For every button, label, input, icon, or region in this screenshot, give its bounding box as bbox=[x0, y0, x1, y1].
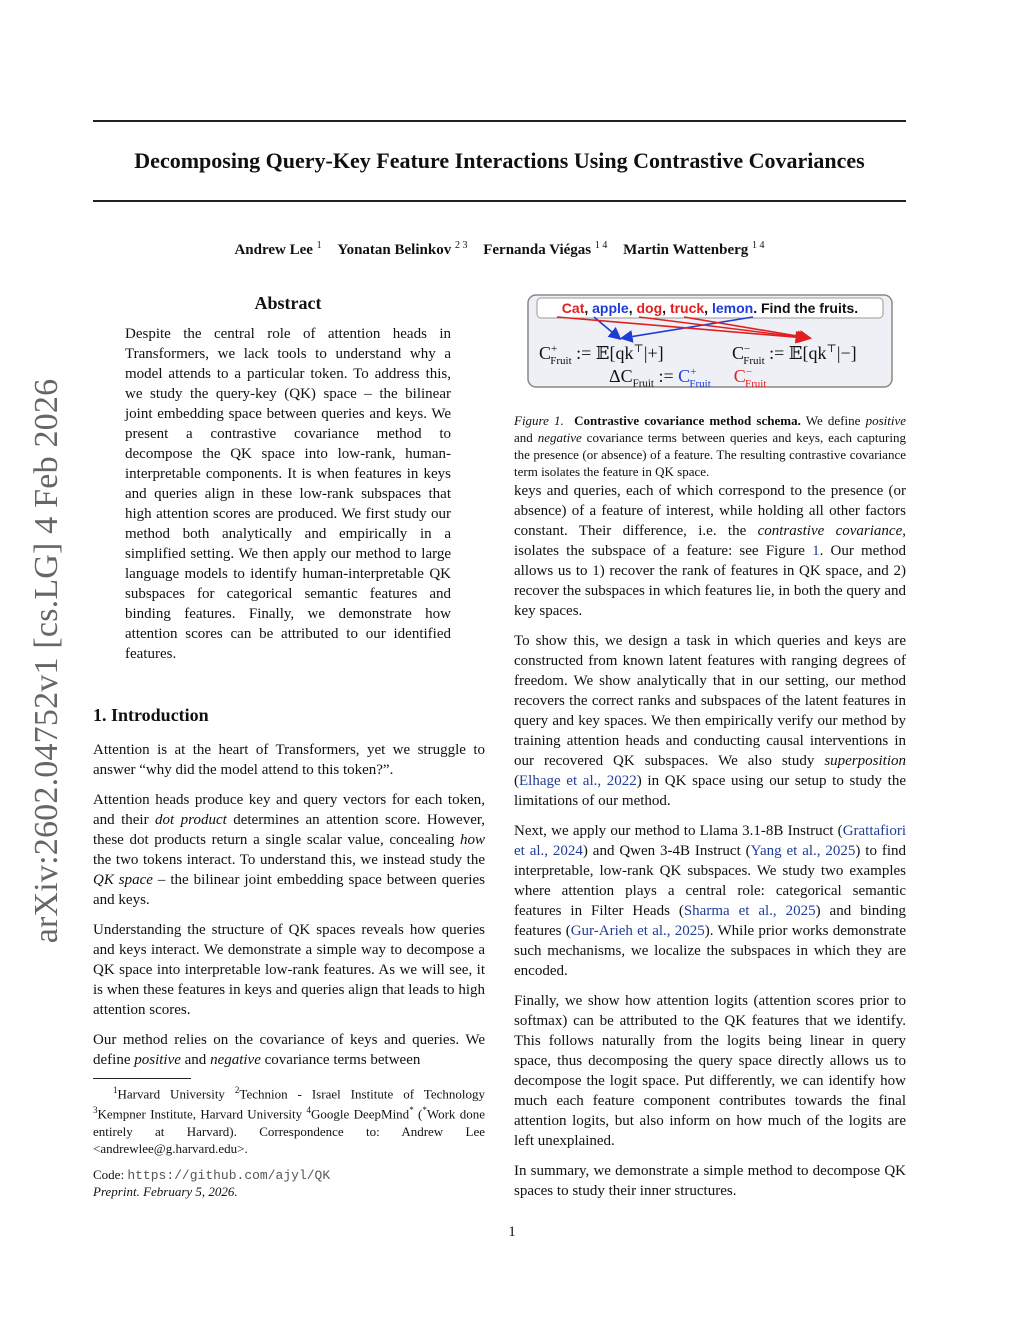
equation-contrastive-covariance: $\Delta C_{Fruit}$ := $C^+_{Fruit}$ $C^-_{Fruit}$ bbox=[609, 366, 767, 390]
affiliation-footnote: $^1$Harvard University $^2$Technion - Israel Institute of Technology $^3$Kempner Institute, Harvard University $^4$Google DeepMind* (*Work done entirely at Harvard). Correspondence to: Andrew Lee <andrewlee@g.harvard.edu>. bbox=[93, 1085, 486, 1156]
prompt-token: lemon bbox=[711, 300, 754, 316]
prompt-token: apple bbox=[592, 300, 629, 316]
title-rule-top bbox=[93, 120, 906, 122]
prompt-token: . Find the fruits. bbox=[753, 300, 859, 316]
arxiv-sidebar bbox=[24, 378, 70, 944]
right-paragraph-4: Finally, we show how attention logits (attention scores prior to softmax) can be attributed to the QK features that we identify. This follows naturally from the logits being linear in query space, thus decomposing the query space directly allows us to decompose the logit space. Put differently, we can identify how much each feature component contributes towards the final attention logits, but also inform on how much of the logits are left unexplained. bbox=[514, 993, 906, 1149]
code-url-link[interactable]: https://github.com/ajyl/QK bbox=[127, 1168, 331, 1183]
prompt-token: Cat bbox=[561, 300, 585, 316]
right-paragraph-3: Next, we apply our method to Llama 3.1-8B Instruct (Grattafiori et al., 2024) and Qwen 3-4B Instruct (Yang et al., 2025) to find interpretable, low-rank QK subspaces. We study two examples where attention plays a central role: categorical semantic features in Filter Heads (Sharma et al., 2025) and binding features (Gur-Arieh et al., 2025). While prior works demonstrate such mechanisms, we localize the subspaces in which they are encoded. bbox=[514, 823, 907, 979]
prompt-token: , bbox=[628, 300, 637, 316]
author: Martin Wattenberg $^{1 4}$ bbox=[623, 240, 765, 258]
prompt-text bbox=[527, 299, 893, 317]
preprint-date: Preprint. February 5, 2026. bbox=[93, 1184, 238, 1199]
figure-1-schema bbox=[527, 294, 893, 388]
citation-link[interactable]: Grattafiori et al., 2024 bbox=[514, 823, 906, 859]
intro-paragraph-1: Attention is at the heart of Transformers, yet we struggle to answer “why did the model attend to this token?”. bbox=[93, 742, 485, 778]
figure-1-caption: Figure 1. Contrastive covariance method schema. We define positive and negative covariance terms between queries and keys, each capturing the presence (or absence) of a feature. The resulting contrastive covariance term isolates the feature in QK space. bbox=[514, 413, 906, 479]
page-number: 1 bbox=[508, 1224, 516, 1240]
intro-paragraph-3: Understanding the structure of QK spaces reveals how queries and keys interact. We demonstrate a simple way to decompose a QK space into interpretable low-rank features. As we will see, it is when these features in keys and queries align that leads to high attention scores. bbox=[93, 922, 485, 1018]
citation-link[interactable]: Yang et al., 2025 bbox=[750, 843, 856, 859]
prompt-token: , bbox=[704, 300, 712, 316]
paper-title: Decomposing Query-Key Feature Interactions Using Contrastive Covariances bbox=[134, 148, 865, 173]
author: Andrew Lee $^1$ bbox=[234, 240, 322, 258]
footnote-rule bbox=[93, 1078, 191, 1079]
code-link-line: Code: https://github.com/ajyl/QK bbox=[93, 1167, 331, 1183]
arxiv-id: arXiv:2602.04752v1 [cs.LG] 4 Feb 2026 bbox=[28, 378, 65, 944]
equation-negative-covariance: $C^-_{Fruit}$ := 𝔼[qk⊤|−] bbox=[732, 343, 857, 367]
figure-ref-link[interactable]: 1 bbox=[812, 543, 820, 559]
prompt-token: , bbox=[584, 300, 593, 316]
prompt-token: truck bbox=[669, 300, 705, 316]
citation-link[interactable]: Sharma et al., 2025 bbox=[683, 903, 816, 919]
intro-paragraph-4: Our method relies on the covariance of keys and queries. We define positive and negative covariance terms between bbox=[93, 1032, 485, 1068]
equation-positive-covariance: $C^+_{Fruit}$ := 𝔼[qk⊤|+] bbox=[539, 343, 664, 367]
prompt-token: dog bbox=[636, 300, 663, 316]
author: Yonatan Belinkov $^{2 3}$ bbox=[337, 240, 468, 258]
section-heading-introduction: 1. Introduction bbox=[93, 705, 209, 725]
citation-link[interactable]: Elhage et al., 2022 bbox=[519, 773, 637, 789]
title-rule-bottom bbox=[93, 200, 906, 202]
right-paragraph-1: keys and queries, each of which correspond to the presence (or absence) of a feature of interest, while holding all other factors constant. Their difference, i.e. the contrastive covariance, isolates the subspace of a feature: see Figure 1. Our method allows us to 1) recover the rank of features in QK space, and 2) recover the subspaces in which features lie, in both the query and key spaces. bbox=[514, 483, 907, 619]
abstract-text: Despite the central role of attention heads in Transformers, we lack tools to understand why a model attends to a particular token. To address this, we study the query-key (QK) space – the bilinear joint embedding space between queries and keys. We present a contrastive covariance method to decompose the QK space into low-rank, human-interpretable components. It is when features in keys and queries align in these low-rank subspaces that high attention scores are produced. We first study our method both analytically and empirically in a simplified setting. We then apply our method to large language models to identify human-interpretable QK subspaces for categorical semantic features and binding features. Finally, we demonstrate how attention scores can be attributed to our identified features. bbox=[125, 326, 451, 662]
intro-paragraph-2: Attention heads produce key and query vectors for each token, and their dot product determines an attention score. However, these dot products return a single scalar value, concealing how the two tokens interact. To understand this, we instead study the QK space – the bilinear joint embedding space between queries and keys. bbox=[93, 792, 485, 908]
right-paragraph-5: In summary, we demonstrate a simple method to decompose QK spaces to study their inner structures. bbox=[514, 1163, 906, 1199]
prompt-token: , bbox=[662, 300, 670, 316]
author-list bbox=[93, 236, 906, 260]
citation-link[interactable]: Gur-Arieh et al., 2025 bbox=[570, 923, 705, 939]
right-paragraph-2: To show this, we design a task in which queries and keys are constructed from known latent features with ranging degrees of freedom. We show analytically that in our setting, our method recovers the correct ranks and subspaces of the latent features in query and key spaces. We then empirically verify our method by training attention heads and conducting causal interventions in our recovered QK subspaces. We also study superposition (Elhage et al., 2022) in QK space using our setup to study the limitations of our method. bbox=[514, 633, 906, 809]
abstract-heading: Abstract bbox=[254, 293, 322, 313]
author: Fernanda Viégas $^{1 4}$ bbox=[483, 240, 608, 258]
